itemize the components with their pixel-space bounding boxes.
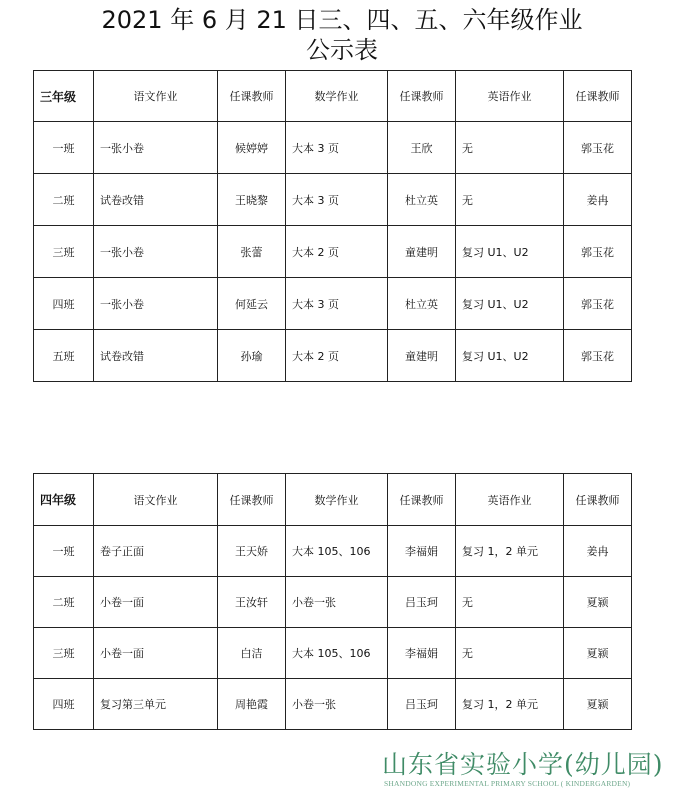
math-homework-cell: 大本 2 页 xyxy=(286,226,388,278)
table-row xyxy=(34,679,632,730)
math-teacher-cell: 童建明 xyxy=(388,330,456,382)
math-teacher-cell: 童建明 xyxy=(388,226,456,278)
grade4-homework-table xyxy=(33,473,632,730)
chinese-homework-cell: 一张小卷 xyxy=(94,226,218,278)
chinese-teacher-cell: 何延云 xyxy=(218,278,286,330)
school-logo-english-name: SHANDONG EXPERIMENTAL PRIMARY SCHOOL ( KINDERGARDEN) xyxy=(384,779,631,788)
class-cell: 四班 xyxy=(34,679,94,730)
english-teacher-cell: 郭玉花 xyxy=(564,226,632,278)
english-teacher-cell: 夏颍 xyxy=(564,577,632,628)
english-homework-cell: 复习 U1、U2 xyxy=(456,226,564,278)
table-row xyxy=(34,577,632,628)
class-cell: 五班 xyxy=(34,330,94,382)
math-homework-cell: 大本 3 页 xyxy=(286,122,388,174)
chinese-homework-cell: 试卷改错 xyxy=(94,174,218,226)
math-homework-cell: 小卷一张 xyxy=(286,577,388,628)
math-homework-cell: 大本 2 页 xyxy=(286,330,388,382)
chinese-teacher-cell: 王天娇 xyxy=(218,526,286,577)
table-row xyxy=(34,174,632,226)
math-homework-cell: 大本 3 页 xyxy=(286,278,388,330)
class-cell: 三班 xyxy=(34,226,94,278)
header-english-teacher: 任课教师 xyxy=(564,71,632,122)
header-math: 数学作业 xyxy=(286,71,388,122)
header-math-teacher: 任课教师 xyxy=(388,474,456,526)
grade-label: 三年级 xyxy=(34,71,94,122)
school-logo-name: 山东省实验小学(幼儿园) xyxy=(382,750,664,779)
chinese-teacher-cell: 王晓黎 xyxy=(218,174,286,226)
table-row xyxy=(34,278,632,330)
english-homework-cell: 复习 U1、U2 xyxy=(456,330,564,382)
chinese-homework-cell: 一张小卷 xyxy=(94,278,218,330)
math-teacher-cell: 杜立英 xyxy=(388,278,456,330)
header-chinese-teacher: 任课教师 xyxy=(218,474,286,526)
math-teacher-cell: 李福娟 xyxy=(388,628,456,679)
chinese-homework-cell: 小卷一面 xyxy=(94,628,218,679)
chinese-homework-cell: 试卷改错 xyxy=(94,330,218,382)
header-english: 英语作业 xyxy=(456,474,564,526)
grade-label: 四年级 xyxy=(34,474,94,526)
table-row xyxy=(34,330,632,382)
english-teacher-cell: 郭玉花 xyxy=(564,122,632,174)
math-homework-cell: 大本 105、106 xyxy=(286,628,388,679)
english-homework-cell: 无 xyxy=(456,628,564,679)
chinese-teacher-cell: 候婷婷 xyxy=(218,122,286,174)
table-header-row xyxy=(34,474,632,526)
english-homework-cell: 无 xyxy=(456,577,564,628)
class-cell: 一班 xyxy=(34,526,94,577)
header-english-teacher: 任课教师 xyxy=(564,474,632,526)
school-logo xyxy=(382,745,682,795)
page-subtitle: 公示表 xyxy=(306,36,378,64)
grade3-homework-table xyxy=(33,70,632,382)
chinese-teacher-cell: 张蕾 xyxy=(218,226,286,278)
header-math: 数学作业 xyxy=(286,474,388,526)
chinese-homework-cell: 一张小卷 xyxy=(94,122,218,174)
chinese-homework-cell: 小卷一面 xyxy=(94,577,218,628)
english-teacher-cell: 郭玉花 xyxy=(564,278,632,330)
table-row xyxy=(34,526,632,577)
header-chinese-teacher: 任课教师 xyxy=(218,71,286,122)
table-row xyxy=(34,226,632,278)
math-teacher-cell: 杜立英 xyxy=(388,174,456,226)
math-homework-cell: 大本 105、106 xyxy=(286,526,388,577)
page-title: 2021 年 6 月 21 日三、四、五、六年级作业 xyxy=(101,6,583,34)
english-homework-cell: 无 xyxy=(456,174,564,226)
table-header-row xyxy=(34,71,632,122)
english-teacher-cell: 姜冉 xyxy=(564,526,632,577)
class-cell: 二班 xyxy=(34,577,94,628)
class-cell: 二班 xyxy=(34,174,94,226)
header-chinese: 语文作业 xyxy=(94,71,218,122)
english-homework-cell: 复习 1，2 单元 xyxy=(456,679,564,730)
chinese-teacher-cell: 王汝轩 xyxy=(218,577,286,628)
chinese-homework-cell: 卷子正面 xyxy=(94,526,218,577)
english-homework-cell: 复习 1，2 单元 xyxy=(456,526,564,577)
table-row xyxy=(34,628,632,679)
chinese-teacher-cell: 孙瑜 xyxy=(218,330,286,382)
header-english: 英语作业 xyxy=(456,71,564,122)
english-teacher-cell: 郭玉花 xyxy=(564,330,632,382)
math-teacher-cell: 吕玉珂 xyxy=(388,577,456,628)
table-row xyxy=(34,122,632,174)
math-homework-cell: 小卷一张 xyxy=(286,679,388,730)
chinese-homework-cell: 复习第三单元 xyxy=(94,679,218,730)
chinese-teacher-cell: 周艳霞 xyxy=(218,679,286,730)
math-teacher-cell: 王欣 xyxy=(388,122,456,174)
math-teacher-cell: 吕玉珂 xyxy=(388,679,456,730)
english-teacher-cell: 夏颍 xyxy=(564,628,632,679)
class-cell: 一班 xyxy=(34,122,94,174)
chinese-teacher-cell: 白洁 xyxy=(218,628,286,679)
math-teacher-cell: 李福娟 xyxy=(388,526,456,577)
header-chinese: 语文作业 xyxy=(94,474,218,526)
header-math-teacher: 任课教师 xyxy=(388,71,456,122)
english-teacher-cell: 姜冉 xyxy=(564,174,632,226)
class-cell: 四班 xyxy=(34,278,94,330)
class-cell: 三班 xyxy=(34,628,94,679)
english-homework-cell: 无 xyxy=(456,122,564,174)
math-homework-cell: 大本 3 页 xyxy=(286,174,388,226)
english-teacher-cell: 夏颍 xyxy=(564,679,632,730)
english-homework-cell: 复习 U1、U2 xyxy=(456,278,564,330)
